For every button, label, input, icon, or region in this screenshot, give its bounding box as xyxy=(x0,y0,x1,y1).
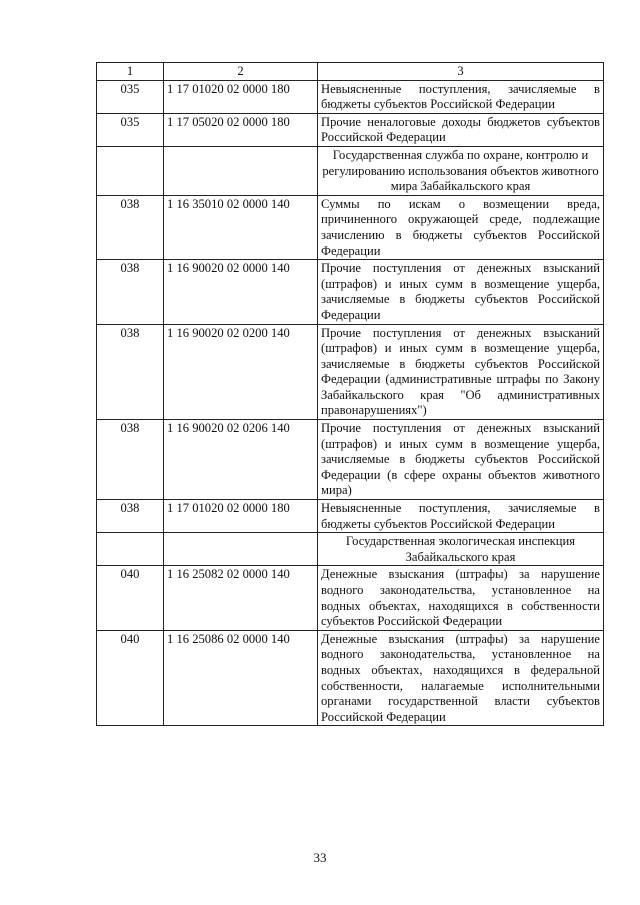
table-row xyxy=(97,113,604,146)
table-row xyxy=(97,420,604,500)
column-header-1: 1 xyxy=(97,63,164,81)
table-row xyxy=(97,80,604,113)
admin-code-cell: 038 xyxy=(97,500,164,533)
table-row xyxy=(97,324,604,420)
income-description-cell: Денежные взыскания (штрафы) за нарушение водного законодательства, установленное на водных объектах, находящихся в федеральной собственности, налагаемые исполнительными органами государственной власти субъектов Российской Федерации xyxy=(318,630,604,726)
income-code-cell: 1 17 05020 02 0000 180 xyxy=(164,113,318,146)
income-code-cell: 1 16 25086 02 0000 140 xyxy=(164,630,318,726)
income-description-cell: Прочие неналоговые доходы бюджетов субъектов Российской Федерации xyxy=(318,113,604,146)
admin-code-cell: 035 xyxy=(97,80,164,113)
section-title-cell: Государственная экологическая инспекция Забайкальского края xyxy=(318,533,604,566)
section-header-row xyxy=(97,533,604,566)
section-header-row xyxy=(97,146,604,195)
column-header-3: 3 xyxy=(318,63,604,81)
income-code-cell: 1 17 01020 02 0000 180 xyxy=(164,500,318,533)
column-header-2: 2 xyxy=(164,63,318,81)
admin-code-cell: 038 xyxy=(97,420,164,500)
admin-code-cell: 035 xyxy=(97,113,164,146)
empty-cell xyxy=(97,533,164,566)
table-row xyxy=(97,566,604,630)
admin-code-cell: 038 xyxy=(97,195,164,259)
admin-code-cell: 038 xyxy=(97,324,164,420)
income-description-cell: Прочие поступления от денежных взысканий (штрафов) и иных сумм в возмещение ущерба, зачисляемые в бюджеты субъектов Российской Федерации xyxy=(318,260,604,324)
empty-cell xyxy=(97,146,164,195)
table-row xyxy=(97,630,604,726)
table-row xyxy=(97,195,604,259)
table-header-row xyxy=(97,63,604,81)
empty-cell xyxy=(164,146,318,195)
income-description-cell: Прочие поступления от денежных взысканий (штрафов) и иных сумм в возмещение ущерба, зачисляемые в бюджеты субъектов Российской Федерации (в сфере охраны объектов животного мира) xyxy=(318,420,604,500)
income-code-cell: 1 16 90020 02 0206 140 xyxy=(164,420,318,500)
income-code-cell: 1 17 01020 02 0000 180 xyxy=(164,80,318,113)
budget-classification-table xyxy=(96,62,604,726)
empty-cell xyxy=(164,533,318,566)
table-row xyxy=(97,260,604,324)
income-description-cell: Суммы по искам о возмещении вреда, причиненного окружающей среде, подлежащие зачислению в бюджеты субъектов Российской Федерации xyxy=(318,195,604,259)
income-code-cell: 1 16 90020 02 0000 140 xyxy=(164,260,318,324)
income-description-cell: Прочие поступления от денежных взысканий (штрафов) и иных сумм в возмещение ущерба, зачисляемые в бюджеты субъектов Российской Федерации (административные штрафы по Закону Забайкальского края "Об административных правонарушениях") xyxy=(318,324,604,420)
income-code-cell: 1 16 25082 02 0000 140 xyxy=(164,566,318,630)
table-row xyxy=(97,500,604,533)
income-code-cell: 1 16 35010 02 0000 140 xyxy=(164,195,318,259)
income-description-cell: Невыясненные поступления, зачисляемые в бюджеты субъектов Российской Федерации xyxy=(318,80,604,113)
income-description-cell: Невыясненные поступления, зачисляемые в бюджеты субъектов Российской Федерации xyxy=(318,500,604,533)
income-code-cell: 1 16 90020 02 0200 140 xyxy=(164,324,318,420)
admin-code-cell: 040 xyxy=(97,630,164,726)
page-number: 33 xyxy=(313,850,327,865)
admin-code-cell: 038 xyxy=(97,260,164,324)
section-title-cell: Государственная служба по охране, контролю и регулированию использования объектов животного мира Забайкальского края xyxy=(318,146,604,195)
admin-code-cell: 040 xyxy=(97,566,164,630)
income-description-cell: Денежные взыскания (штрафы) за нарушение водного законодательства, установленное на водных объектах, находящихся в собственности субъектов Российской Федерации xyxy=(318,566,604,630)
